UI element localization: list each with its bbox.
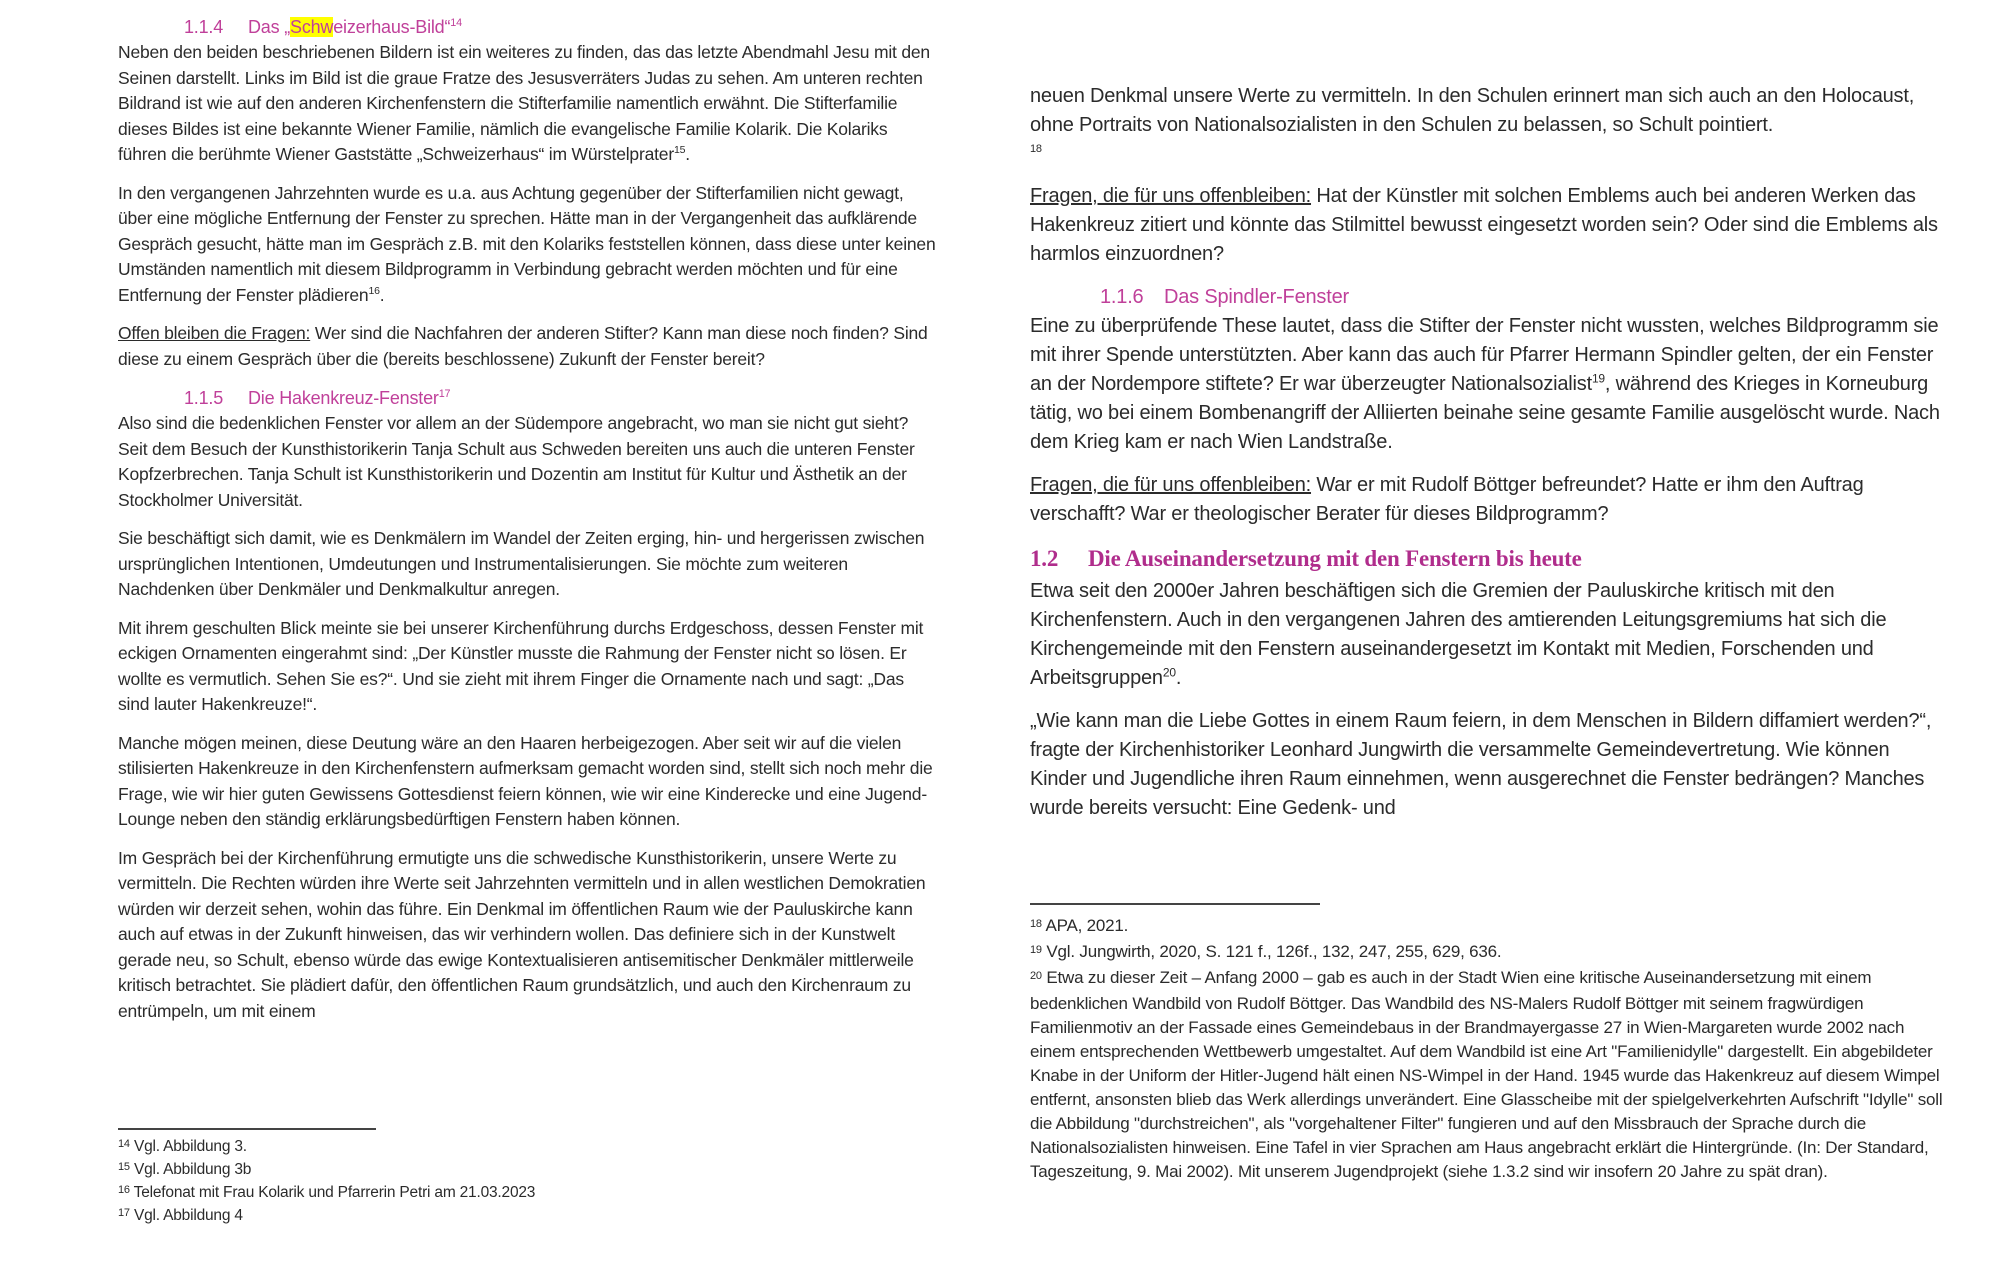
footnote-18: $^{18}$ APA, 2021. xyxy=(1030,916,1129,935)
paragraph: Sie beschäftigt sich damit, wie es Denkmälern im Wandel der Zeiten erging, hin- und hergerissen zwischen ursprünglichen Intentionen, Umdeutungen und Instrumentalisierungen. Sie möchte zum weiteren Nachdenken über Denkmäler und Denkmalkultur anregen. xyxy=(118,528,925,599)
footnote-ref-18[interactable]: 18 xyxy=(1030,143,1042,155)
left-page-body xyxy=(118,14,938,1037)
paragraph: Im Gespräch bei der Kirchenführung ermutigte uns die schwedische Kunsthistorikerin, unsere Werte zu vermitteln. Die Rechten würden ihre Werte seit Jahrzehnten vermitteln und in allen westlichen Demokratien würden wir derzeit sehen, wohin das führe. Ein Denkmal im öffentlichen Raum wie der Pauluskirche kann auch auf etwas in der Zukunft hinweisen, das wir verhindern wollen. Das definiere sich in der Kunstwelt gerade neu, so Schult, ebenso würde das ewige Kontextualisieren antisemitischer Denkmäler mittlerweile kritisch betrachtet. Sie plädiert dafür, den öffentlichen Raum grundsätzlich, und auch den Kirchenraum zu entrümpeln, um mit einem xyxy=(118,847,926,1021)
paragraph: Offen bleiben die Fragen: Wer sind die Nachfahren der anderen Stifter? Kann man diese noch finden? Sind diese zu einem Gespräch über die (bereits beschlossene) Zukunft der Fenster bereit? xyxy=(118,323,928,369)
heading-1-2: 1.2 Die Auseinandersetzung mit den Fenstern bis heute xyxy=(1030,546,1582,571)
footnote-15: $^{15}$ Vgl. Abbildung 3b xyxy=(118,1161,252,1178)
footnote-19: $^{19}$ Vgl. Jungwirth, 2020, S. 121 f., 126f., 132, 247, 255, 629, 636. xyxy=(1030,942,1502,961)
footnote-ref[interactable]: 14 xyxy=(450,17,462,29)
heading-1-1-6: 1.1.6 Das Spindler-Fenster xyxy=(1100,286,1349,308)
footnote-20: $^{20}$ Etwa zu dieser Zeit – Anfang 2000 – gab es auch in der Stadt Wien eine kritische Auseinandersetzung mit einem bedenklichen Wandbild von Rudolf Böttger. Das Wandbild des NS-Malers Rudolf Böttger mit seinem fragwürdigen Familienmotiv an der Fassade eines Gemeindebaus in der Brandmayergasse 27 in Wien-Margareten wurde 2002 nach einem entsprechenden Wettbewerb umgestaltet. Auf dem Wandbild ist eine Art "Familienidylle" dargestellt. Ein abgebildeter Knabe in der Uniform der Hitler-Jugend hält einen NS-Wimpel in der Hand. 1945 wurde das Hakenkreuz auf diesem Wimpel entfernt, ansonsten blieb das Werk allerdings unverändert. Eine Glasscheibe mit der spielgelverkehrten Aufschrift "Idylle" soll die Abbildung "durchstreichen", als "vorgehaltener Filter" fungieren und auf den Missbrauch der Sprache durch die Nationalsozialisten hinweisen. Eine Tafel in vier Sprachen am Haus angebracht erklärt die Hintergründe. (In: Der Standard, Tageszeitung, 9. Mai 2002). Mit unserem Jugendprojekt (siehe 1.3.2 sind wir insofern 20 Jahre zu spät dran). xyxy=(1030,968,1943,1181)
right-footnotes xyxy=(1030,914,1950,1184)
footnote-separator xyxy=(1030,903,1320,905)
paragraph: In den vergangenen Jahrzehnten wurde es u.a. aus Achtung gegenüber der Stifterfamilien nicht gewagt, über eine mögliche Entfernung der Fenster zu sprechen. Hätte man in der Vergangenheit das aufklärende Gespräch gesucht, hätte man im Gespräch z.B. mit den Kolariks feststellen können, dass diese unter keinen Umständen namentlich mit diesem Bildprogramm in Verbindung gebracht werden möchten und für eine Entfernung der Fenster plädieren$^{16}$. xyxy=(118,182,936,305)
footnote-16: $^{16}$ Telefonat mit Frau Kolarik und Pfarrerin Petri am 21.03.2023 xyxy=(118,1184,536,1201)
right-page-body xyxy=(1030,82,1950,837)
heading-1-1-4: 1.1.4 Das „Schweizerhaus-Bild“$^{14}$ xyxy=(184,17,462,37)
paragraph: Etwa seit den 2000er Jahren beschäftigen sich die Gremien der Pauluskirche kritisch mit den Kirchenfenstern. Auch in den vergangenen Jahren des amtierenden Leitungsgremiums hat sich die Kirchengemeinde mit den Fenstern auseinandergesetzt im Kontakt mit Medien, Forschenden und Arbeitsgruppen$^{20}$. xyxy=(1030,580,1887,689)
open-questions-label: Offen bleiben die Fragen: xyxy=(118,323,311,343)
heading-1-1-5: 1.1.5 Die Hakenkreuz-Fenster$^{17}$ xyxy=(184,388,451,408)
footnote-ref[interactable]: 19 xyxy=(1591,371,1605,386)
footnote-ref[interactable]: 20 xyxy=(1162,665,1176,680)
footnote-14: $^{14}$ Vgl. Abbildung 3. xyxy=(118,1138,247,1155)
paragraph: „Wie kann man die Liebe Gottes in einem Raum feiern, in dem Menschen in Bildern diffamiert werden?“, fragte der Kirchenhistoriker Leonhard Jungwirth die versammelte Gemeindevertretung. Wie können Kinder und Jugendliche ihren Raum einnehmen, wenn ausgerechnet die Fenster bedrängen? Manches wurde bereits versucht: Eine Gedenk- und xyxy=(1030,710,1932,819)
footnote-17: $^{17}$ Vgl. Abbildung 4 xyxy=(118,1207,243,1224)
footnote-ref[interactable]: 15 xyxy=(673,144,686,157)
paragraph: Also sind die bedenklichen Fenster vor allem an der Südempore angebracht, wo man sie nicht gut sieht? Seit dem Besuch der Kunsthistorikerin Tanja Schult aus Schweden bereiten uns auch die unteren Fenster Kopfzerbrechen. Tanja Schult ist Kunsthistorikerin und Dozentin am Institut für Kultur und Ästhetik an der Stockholmer Universität. xyxy=(118,413,915,510)
paragraph: Manche mögen meinen, diese Deutung wäre an den Haaren herbeigezogen. Aber seit wir auf die vielen stilisierten Hakenkreuze in den Kirchenfenstern aufmerksam gemacht worden sind, stellt sich noch mehr die Frage, wie wir hier guten Gewissens Gottesdienst feiern können, wie wir eine Kinderecke und eine Jugend-Lounge neben den ständig erklärungsbedürftigen Fenstern haben können. xyxy=(118,732,933,829)
paragraph: Fragen, die für uns offenbleiben: Hat der Künstler mit solchen Emblems auch bei anderen Werken das Hakenkreuz zitiert und könnte das Stilmittel bewusst eingesetzt worden sein? Oder sind die Emblems als harmlos einzuordnen? xyxy=(1030,185,1938,265)
footnote-ref[interactable]: 16 xyxy=(368,284,380,297)
paragraph: Mit ihrem geschulten Blick meinte sie bei unserer Kirchenführung durchs Erdgeschoss, dessen Fenster mit eckigen Ornamenten eingerahmt sind: „Der Künstler musste die Rahmung der Fenster nicht so lösen. Er wollte es vermutlich. Sehen Sie es?“. Und sie zieht mit ihrem Finger die Ornamente nach und sagt: „Das sind lauter Hakenkreuze!“. xyxy=(118,617,924,714)
open-questions-label: Fragen, die für uns offenbleiben: xyxy=(1030,185,1312,207)
open-questions-label: Fragen, die für uns offenbleiben: xyxy=(1030,474,1312,496)
paragraph: Eine zu überprüfende These lautet, dass die Stifter der Fenster nicht wussten, welches Bildprogramm sie mit ihrer Spende unterstützten. Aber kann das auch für Pfarrer Hermann Spindler gelten, der ein Fenster an der Nordempore stiftete? Er war überzeugter Nationalsozialist$^{19}$, während des Krieges in Korneuburg tätig, wo bei einem Bombenangriff der Alliierten beinahe seine gesamte Familie ausgelöscht wurde. Nach dem Krieg kam er nach Wien Landstraße. xyxy=(1030,315,1940,453)
left-footnotes xyxy=(118,1136,918,1228)
footnote-ref[interactable]: 17 xyxy=(438,388,451,400)
paragraph: Fragen, die für uns offenbleiben: War er mit Rudolf Böttger befreundet? Hatte er ihm den Auftrag verschafft? War er theologischer Berater für dieses Bildprogramm? xyxy=(1030,474,1864,525)
search-highlight: Schw xyxy=(290,17,334,37)
paragraph: neuen Denkmal unsere Werte zu vermitteln. In den Schulen erinnert man sich auch an den Holocaust, ohne Portraits von Nationalsozialisten in den Schulen zu belassen, so Schult pointiert. xyxy=(1030,85,1915,136)
footnote-separator xyxy=(118,1128,376,1130)
paragraph: Neben den beiden beschriebenen Bildern ist ein weiteres zu finden, das das letzte Abendmahl Jesu mit den Seinen darstellt. Links im Bild ist die graue Fratze des Jesusverräters Judas zu sehen. Am unteren rechten Bildrand ist wie auf den anderen Kirchenfenstern die Stifterfamilie namentlich erwähnt. Die Stifterfamilie dieses Bildes ist eine bekannte Wiener Familie, nämlich die evangelische Familie Kolarik. Die Kolariks führen die berühmte Wiener Gaststätte „Schweizerhaus“ im Würstelprater$^{15}$. xyxy=(118,42,930,164)
